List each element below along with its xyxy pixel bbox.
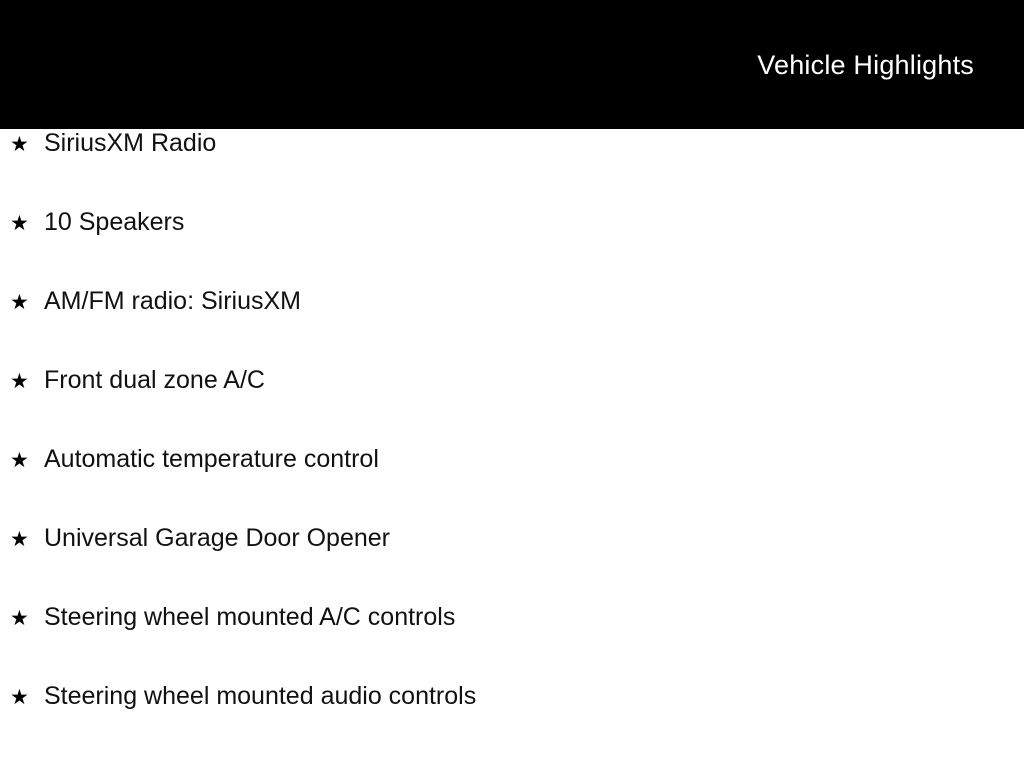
feature-label: AM/FM radio: SiriusXM [44, 287, 301, 315]
star-icon: ★ [10, 212, 29, 235]
star-icon: ★ [10, 370, 29, 393]
star-icon: ★ [10, 449, 29, 472]
list-item [0, 682, 1024, 761]
star-icon: ★ [10, 133, 29, 156]
list-item [0, 445, 1024, 524]
feature-label: Steering wheel mounted audio controls [44, 682, 477, 710]
list-item [0, 208, 1024, 287]
star-icon: ★ [10, 686, 29, 709]
list-item [0, 524, 1024, 603]
star-icon: ★ [10, 528, 29, 551]
vehicle-features-list [0, 129, 1024, 761]
star-icon: ★ [10, 291, 29, 314]
feature-label: Steering wheel mounted A/C controls [44, 603, 456, 631]
list-item [0, 366, 1024, 445]
star-icon: ★ [10, 607, 29, 630]
feature-label: 10 Speakers [44, 208, 185, 236]
list-item [0, 603, 1024, 682]
feature-label: Automatic temperature control [44, 445, 379, 473]
list-item [0, 287, 1024, 366]
header-bar [0, 0, 1024, 129]
feature-label: SiriusXM Radio [44, 129, 217, 157]
feature-label: Front dual zone A/C [44, 366, 265, 394]
feature-label: Universal Garage Door Opener [44, 524, 390, 552]
list-item [0, 129, 1024, 208]
page-title: Vehicle Highlights [757, 50, 974, 80]
